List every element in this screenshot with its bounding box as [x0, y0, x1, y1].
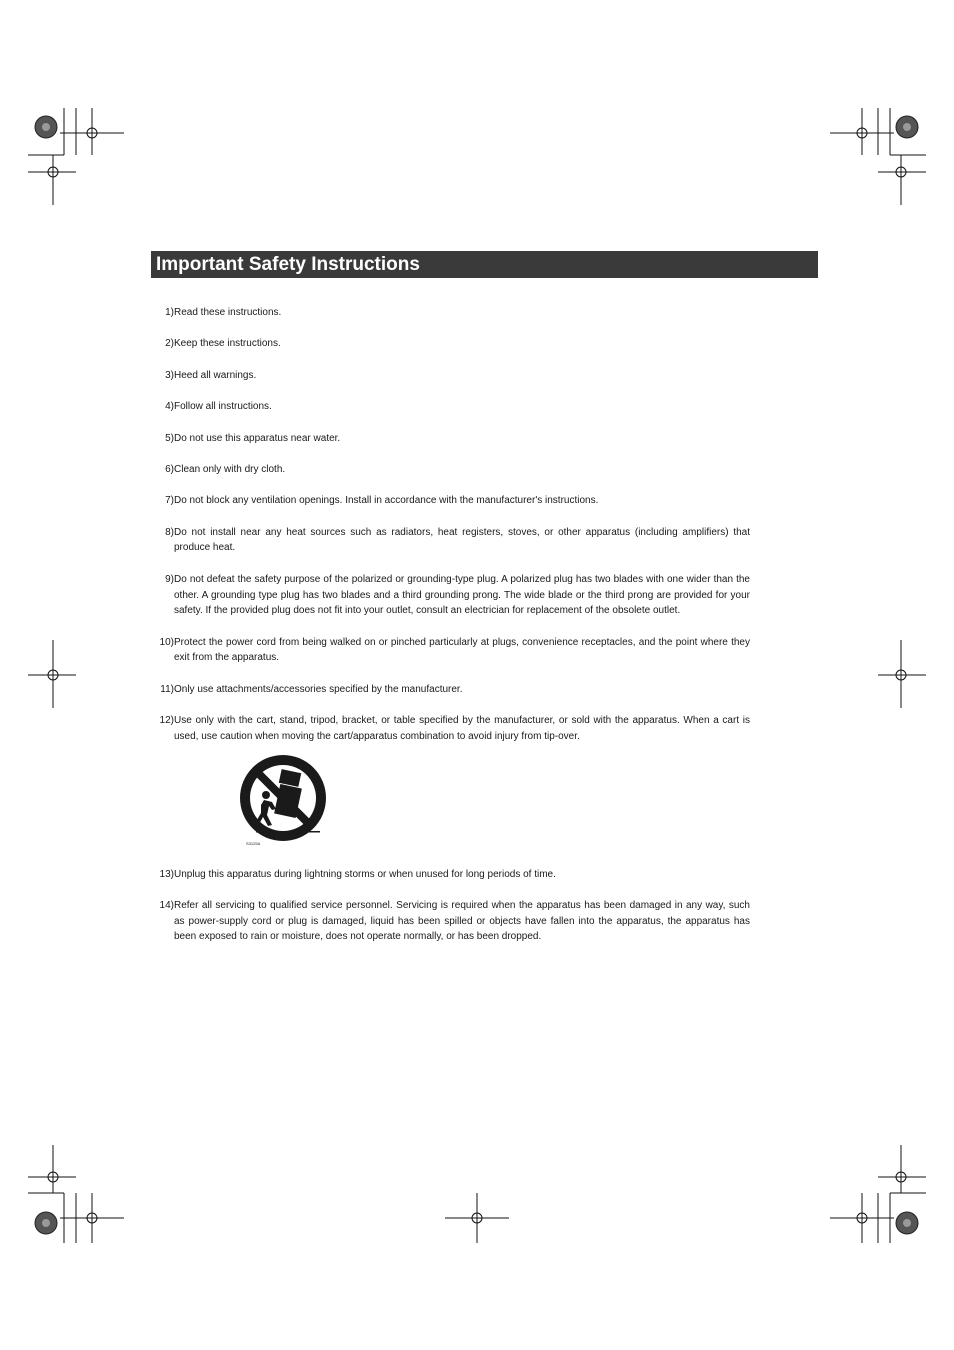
item-text: Protect the power cord from being walked on or pinched particularly at plugs, convenience receptacles, and the point where they exit from the apparatus.: [174, 636, 750, 664]
item-text: Do not install near any heat sources such as radiators, heat registers, stoves, or other apparatus (including amplifiers) that produce heat.: [174, 526, 750, 554]
figure-code: S3125A: [246, 840, 261, 846]
instruction-list: [150, 305, 750, 961]
item-number: 13): [159, 868, 174, 880]
item-text: Only use attachments/accessories specified by the manufacturer.: [174, 683, 463, 695]
item-text: Clean only with dry cloth.: [174, 463, 286, 475]
list-item: [150, 682, 750, 698]
item-text: Unplug this apparatus during lightning storms or when unused for long periods of time.: [174, 868, 556, 880]
list-item: [150, 462, 750, 478]
item-text: Keep these instructions.: [174, 338, 281, 350]
list-item: [150, 572, 750, 619]
list-item: [150, 898, 750, 945]
item-text: Heed all warnings.: [174, 369, 257, 381]
item-number: 14): [159, 899, 174, 911]
item-number: 1): [165, 307, 174, 318]
list-item: [150, 635, 750, 666]
cart-tip-over-warning-icon: [236, 753, 336, 843]
list-item: [150, 525, 750, 556]
item-text: Read these instructions.: [174, 307, 282, 318]
item-text: Refer all servicing to qualified service personnel. Servicing is required when the apparatus has been damaged in any way, such as power-supply cord or plug is damaged, liquid has been spilled or objects have fallen into the apparatus, the apparatus has been exposed to rain or moisture, does not operate normally, or has been dropped.: [174, 899, 750, 943]
item-text: Do not block any ventilation openings. Install in accordance with the manufacturer's instructions.: [174, 495, 599, 507]
list-item: [150, 493, 750, 509]
item-number: 9): [165, 573, 174, 585]
item-text: Do not defeat the safety purpose of the polarized or grounding-type plug. A polarized plug has two blades with one wider than the other. A grounding type plug has two blades and a third grounding prong. The wide blade or the third prong are provided for your safety. If the provided plug does not fit into your outlet, consult an electrician for replacement of the obsolete outlet.: [174, 573, 750, 617]
item-number: 10): [159, 636, 174, 648]
page-title: Important Safety Instructions: [151, 251, 818, 278]
item-number: 3): [165, 369, 174, 381]
item-number: 6): [165, 463, 174, 475]
item-number: 11): [160, 683, 174, 695]
item-text: Follow all instructions.: [174, 401, 272, 413]
list-item: [150, 713, 750, 744]
list-item: [150, 867, 750, 883]
list-item: [150, 336, 750, 352]
item-number: 8): [165, 526, 174, 538]
list-item: [150, 399, 750, 415]
item-number: 12): [159, 715, 174, 727]
cart-warning-figure: [236, 753, 336, 853]
item-number: 5): [165, 432, 174, 444]
item-text: Do not use this apparatus near water.: [174, 432, 341, 444]
item-text: Use only with the cart, stand, tripod, bracket, or table specified by the manufacturer, or sold with the apparatus. When a cart is used, use caution when moving the cart/apparatus combination to avoid injury from tip-over.: [174, 715, 750, 742]
list-item: [150, 305, 750, 321]
list-item: [150, 368, 750, 384]
item-number: 4): [165, 401, 174, 413]
item-number: 7): [165, 495, 174, 507]
item-number: 2): [165, 338, 174, 350]
list-item: [150, 431, 750, 447]
